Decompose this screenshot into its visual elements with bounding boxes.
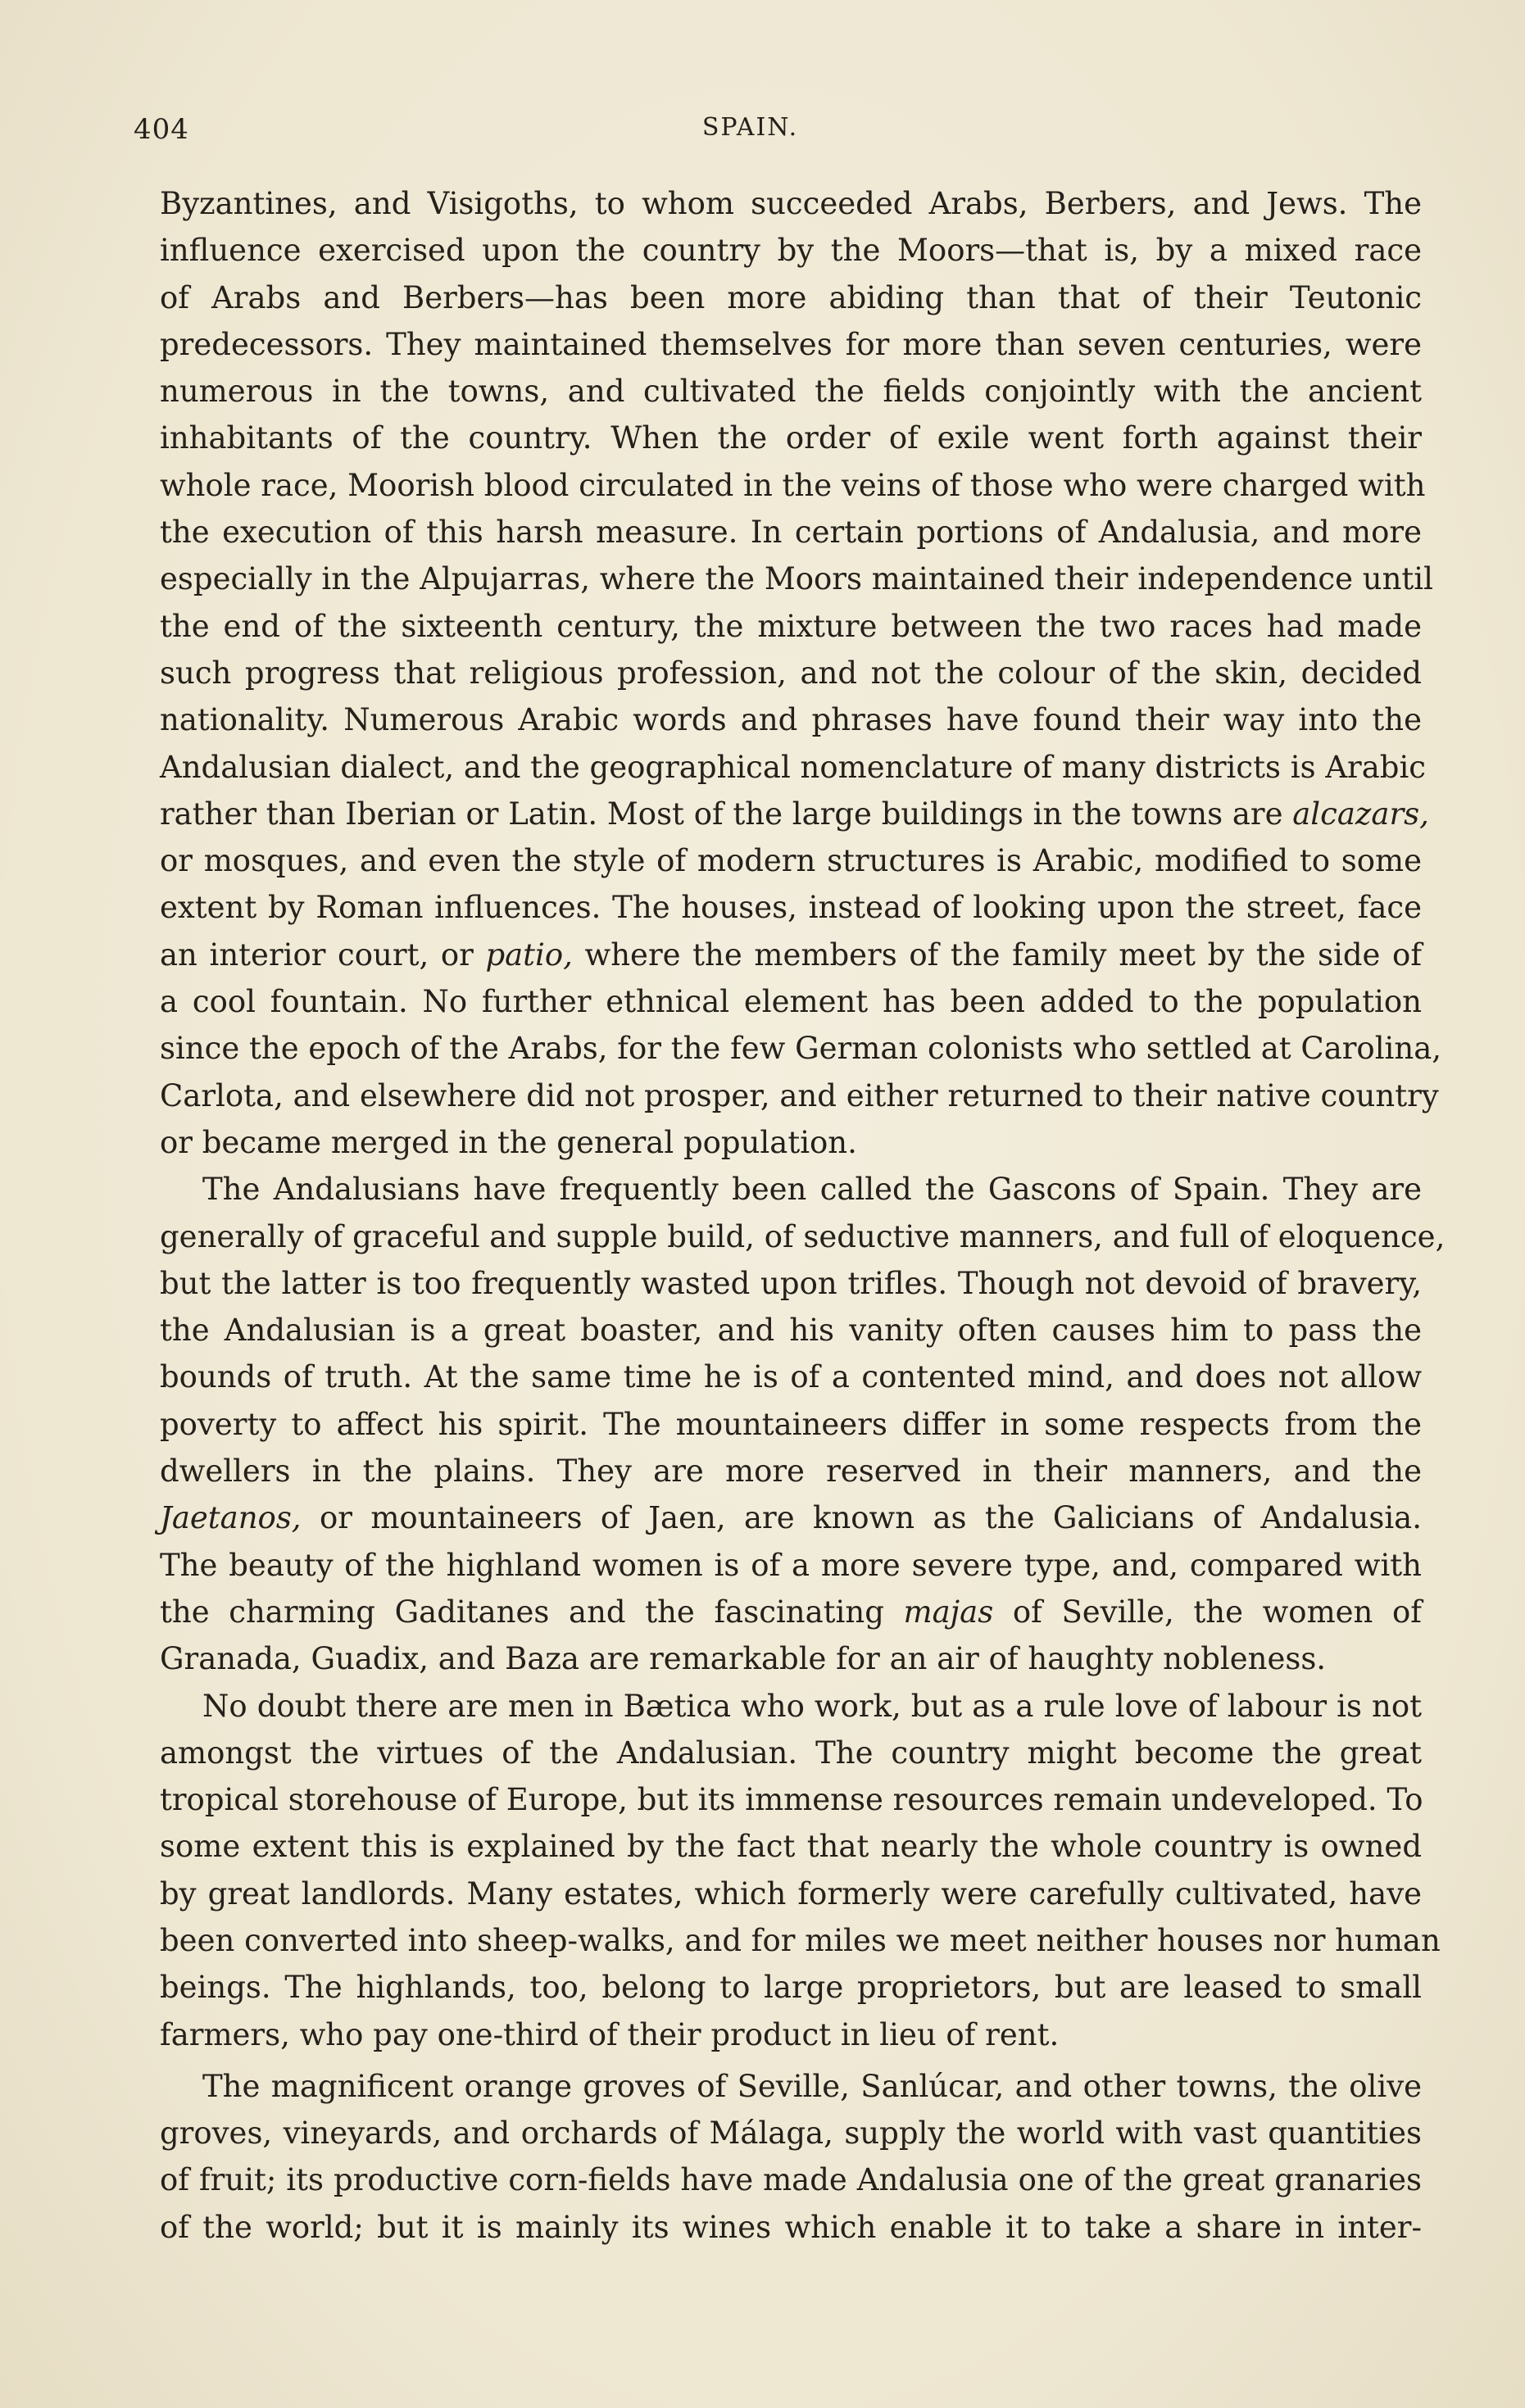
page-header [134, 113, 1416, 152]
text-line: Carlota, and elsewhere did not prosper, and either returned to their native country [160, 1077, 1439, 1113]
text-line: farmers, who pay one-third of their product in lieu of rent. [160, 2016, 1060, 2052]
text-line: or became merged in the general population. [160, 1124, 857, 1160]
text-line [160, 1589, 1422, 1635]
text-line: Byzantines, and Visigoths, to whom succeeded Arabs, Berbers, and Jews. The [160, 186, 1422, 221]
text-line: been converted into sheep-walks, and for miles we meet neither houses nor human [160, 1922, 1441, 1958]
text-line: bounds of truth. At the same time he is of a contented mind, and does not allow [160, 1359, 1422, 1395]
italic-term-alcazars: alcazars, [1292, 796, 1429, 832]
italic-term-majas: majas [903, 1594, 994, 1630]
text-line: generally of graceful and supple build, of seductive manners, and full of eloquence, [160, 1218, 1446, 1254]
text-line: of the world; but it is mainly its wines which enable it to take a share in inter- [160, 2209, 1422, 2245]
italic-term-patio: patio, [485, 936, 573, 973]
text-line: groves, vineyards, and orchards of Málaga, supply the world with vast quantities [160, 2116, 1422, 2152]
paragraph-1 [160, 180, 1442, 1166]
text-line: beings. The highlands, too, belong to large proprietors, but are leased to small [160, 1970, 1422, 2006]
text-line: a cool fountain. No further ethnical element has been added to the population [160, 984, 1422, 1020]
text-line: some extent this is explained by the fact that nearly the whole country is owned [160, 1829, 1422, 1865]
text-line: The magnificent orange groves of Seville, Sanlúcar, and other towns, the olive [202, 2068, 1422, 2104]
text-line: such progress that religious profession, and not the colour of the skin, decided [160, 655, 1422, 691]
text-line [160, 1494, 1422, 1541]
text-line: Granada, Guadix, and Baza are remarkable for an air of haughty nobleness. [160, 1641, 1327, 1677]
text-line: the execution of this harsh measure. In certain portions of Andalusia, and more [160, 515, 1422, 551]
text-run: of Seville, the women of [993, 1594, 1422, 1630]
paragraph-4 [160, 2063, 1422, 2251]
page-number: 404 [134, 113, 189, 146]
text-line: numerous in the towns, and cultivated the fields conjointly with the ancient [160, 374, 1422, 410]
text-run: the charming Gaditanes and the fascinating [160, 1594, 904, 1630]
text-line: tropical storehouse of Europe, but its immense resources remain undeveloped. To [160, 1782, 1423, 1818]
paragraph-2 [160, 1166, 1446, 1682]
text-line: poverty to affect his spirit. The mountaineers differ in some respects from the [160, 1406, 1422, 1442]
text-run: or mountaineers of Jaen, are known as the Galicians of Andalusia. [301, 1500, 1422, 1536]
text-line: The Andalusians have frequently been called the Gascons of Spain. They are [202, 1172, 1422, 1208]
text-line: influence exercised upon the country by the Moors—that is, by a mixed race [160, 233, 1422, 269]
text-line: the end of the sixteenth century, the mixture between the two races had made [160, 608, 1422, 644]
text-line: nationality. Numerous Arabic words and phrases have found their way into the [160, 702, 1422, 738]
text-line: the Andalusian is a great boaster, and his vanity often causes him to pass the [160, 1313, 1422, 1349]
text-line: Andalusian dialect, and the geographical nomenclature of many districts is Arabic [160, 749, 1427, 785]
text-line: inhabitants of the country. When the order of exile went forth against their [160, 420, 1422, 456]
text-line: extent by Roman influences. The houses, instead of looking upon the street, face [160, 890, 1422, 926]
text-line: of fruit; its productive corn-fields have made Andalusia one of the great granaries [160, 2162, 1422, 2198]
text-line: since the epoch of the Arabs, for the few German colonists who settled at Carolina, [160, 1031, 1442, 1067]
text-run: an interior court, or [160, 936, 486, 973]
text-line: by great landlords. Many estates, which formerly were carefully cultivated, have [160, 1875, 1422, 1911]
text-line: whole race, Moorish blood circulated in the veins of those who were charged with [160, 467, 1426, 503]
text-line [160, 932, 1422, 978]
text-line: dwellers in the plains. They are more reserved in their manners, and the [160, 1453, 1422, 1490]
text-line: No doubt there are men in Bætica who work, but as a rule love of labour is not [202, 1688, 1422, 1724]
text-run: rather than Iberian or Latin. Most of the large buildings in the towns are [160, 796, 1293, 832]
text-line: of Arabs and Berbers—has been more abiding than that of their Teutonic [160, 279, 1422, 315]
text-line: but the latter is too frequently wasted upon trifles. Though not devoid of bravery, [160, 1265, 1422, 1301]
text-line: amongst the virtues of the Andalusian. The country might become the great [160, 1735, 1422, 1771]
italic-term-jaetanos: Jaetanos, [160, 1500, 302, 1536]
running-head: SPAIN. [701, 113, 799, 142]
text-line: especially in the Alpujarras, where the Moors maintained their independence until [160, 561, 1433, 597]
text-line: or mosques, and even the style of modern structures is Arabic, modified to some [160, 843, 1422, 879]
body-text [160, 180, 1446, 2251]
text-line: The beauty of the highland women is of a more severe type, and, compared with [160, 1547, 1422, 1583]
paragraph-3 [160, 1683, 1441, 2058]
text-line: predecessors. They maintained themselves for more than seven centuries, were [160, 326, 1422, 362]
text-line [160, 791, 1429, 837]
text-run: where the members of the family meet by the side of [572, 936, 1423, 973]
